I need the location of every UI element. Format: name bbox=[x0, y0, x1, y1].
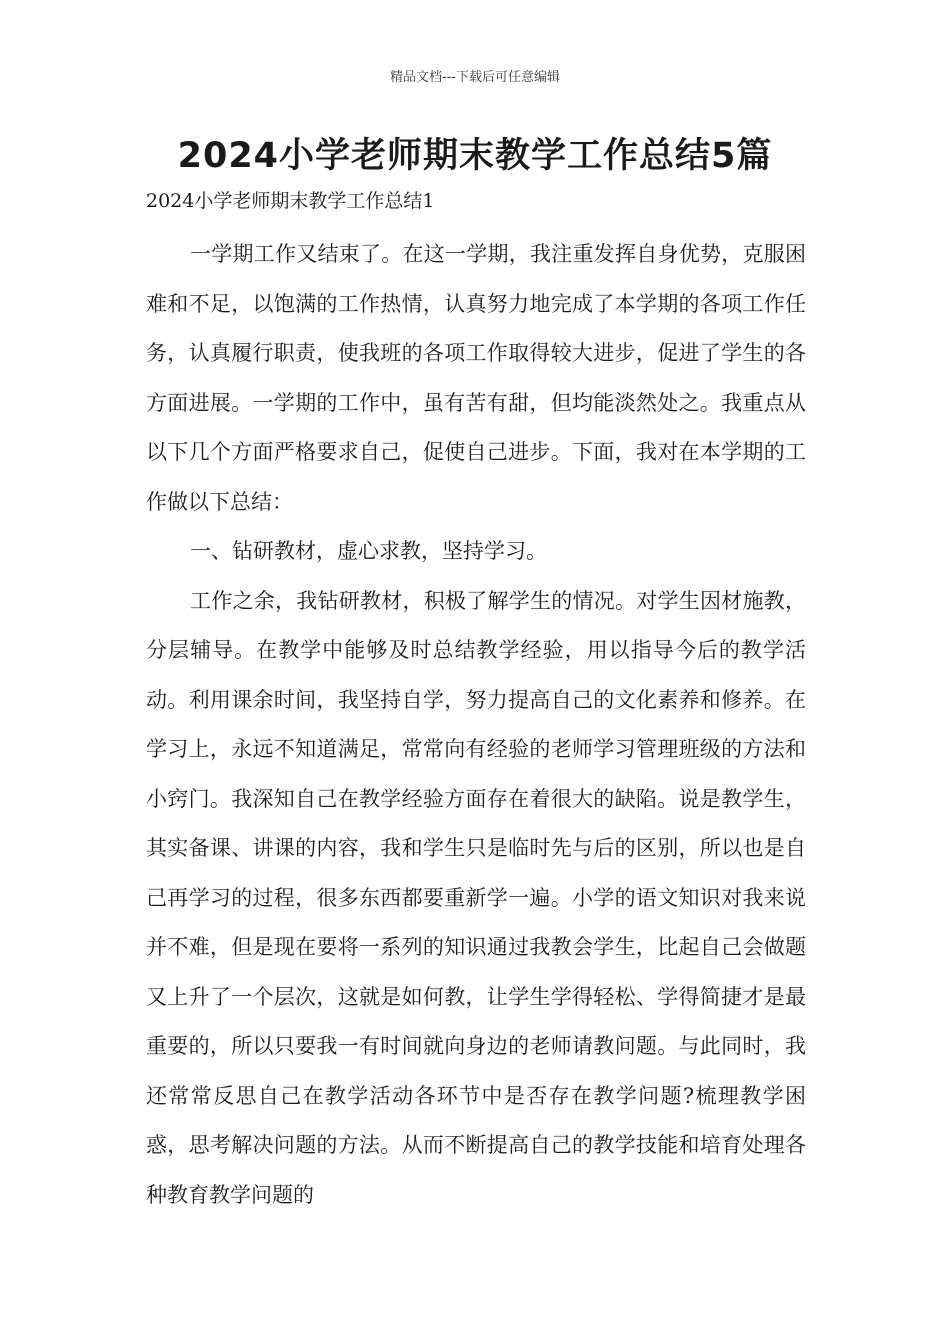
paragraph-body: 工作之余，我钻研教材，积极了解学生的情况。对学生因材施教，分层辅导。在教学中能够及时总结教学经验，用以指导今后的教学活动。利用课余时间，我坚持自学，努力提高自己的文化素养和修养。在学习上，永远不知道满足，常常向有经验的老师学习管理班级的方法和小窍门。我深知自己在教学经验方面存在着很大的缺陷。说是教学生，其实备课、讲课的内容，我和学生只是临时先与后的区别，所以也是自己再学习的过程，很多东西都要重新学一遍。小学的语文知识对我来说并不难，但是现在要将一系列的知识通过我教会学生，比起自己会做题又上升了一个层次，这就是如何教，让学生学得轻松、学得简捷才是最重要的，所以只要我一有时间就向身边的老师请教问题。与此同时，我还常常反思自己在教学活动各环节中是否存在教学问题?梳理教学困惑，思考解决问题的方法。从而不断提高自己的教学技能和培育处理各种教育教学问题的 bbox=[146, 588, 806, 1207]
header-note: 精品文档---下载后可任意编辑 bbox=[389, 70, 561, 85]
paragraph-subheading: 一、钻研教材，虚心求教，坚持学习。 bbox=[190, 539, 547, 563]
document-title: 2024小学老师期末教学工作总结5篇 bbox=[177, 136, 773, 176]
body-text bbox=[146, 230, 806, 1220]
paragraph-intro: 一学期工作又结束了。在这一学期，我注重发挥自身优势，克服困难和不足，以饱满的工作热情，认真努力地完成了本学期的各项工作任务，认真履行职责，使我班的各项工作取得较大进步，促进了学生的各方面进展。一学期的工作中，虽有苦有甜，但均能淡然处之。我重点从以下几个方面严格要求自己，促使自己进步。下面，我对在本学期的工作做以下总结： bbox=[146, 242, 806, 514]
section-heading: 2024小学老师期末教学工作总结1 bbox=[146, 190, 435, 212]
